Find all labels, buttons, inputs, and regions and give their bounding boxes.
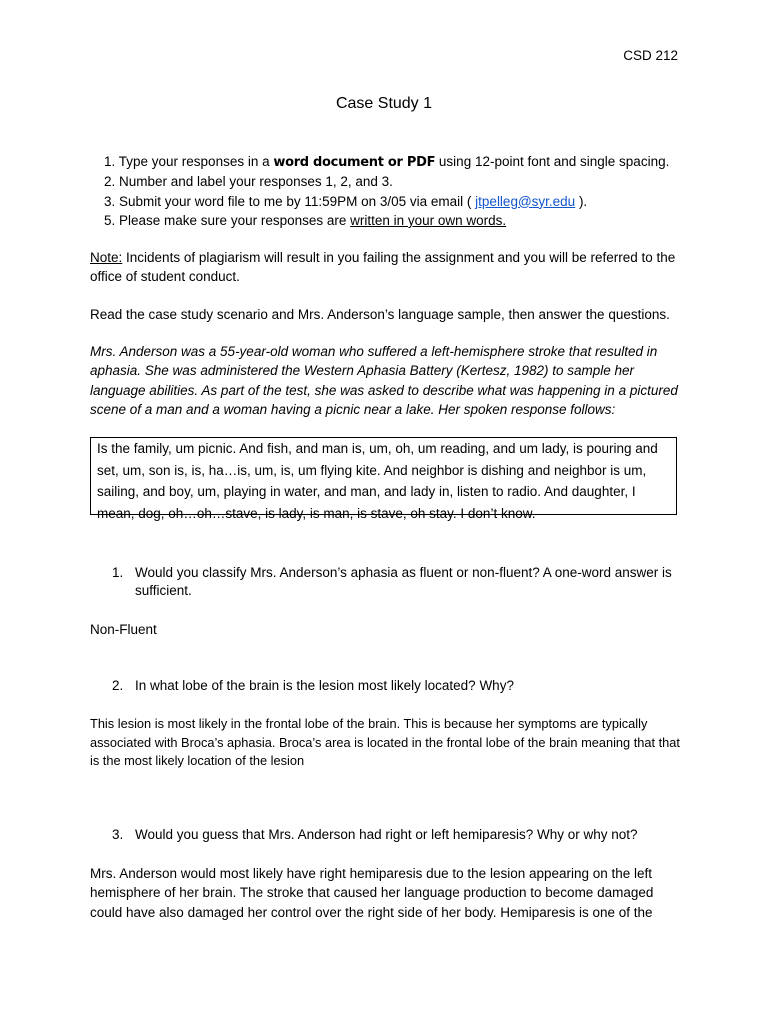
question-3 (112, 826, 682, 844)
instruction-item (104, 172, 704, 191)
instruction-text: ). (575, 193, 588, 209)
instruction-item (104, 152, 704, 172)
question-text: Would you classify Mrs. Anderson’s aphasia as fluent or non-fluent? A one-word answer is sufficient. (135, 565, 672, 598)
question-number: 2. (112, 678, 124, 693)
note-text: Incidents of plagiarism will result in you failing the assignment and you will be referred to the office of student conduct. (90, 250, 676, 285)
question-2 (112, 677, 682, 695)
instruction-item (104, 211, 704, 230)
instruction-bold-text: word document or PDF (273, 155, 436, 170)
instruction-text: 3. Submit your word file to me by 11:59PM on 3/05 via email ( (104, 193, 476, 209)
question-1 (112, 564, 682, 600)
question-text: Would you guess that Mrs. Anderson had right or left hemiparesis? Why or why not? (135, 827, 638, 842)
case-scenario: Mrs. Anderson was a 55-year-old woman who suffered a left-hemisphere stroke that resulted in aphasia. She was administered the Western Aphasia Battery (Kertesz, 1982) to sample her language abilities. As part of the test, she was asked to describe what was happening in a pictured scene of a man and a woman having a picnic near a lake. Her spoken response follows: (90, 344, 678, 417)
answer-1: Non-Fluent (90, 622, 157, 637)
answer-2: This lesion is most likely in the frontal lobe of the brain. This is because her symptoms are typically associated with Broca’s aphasia. Broca’s area is located in the frontal lobe of the brain meaning that that is the most likely location of the lesion (90, 716, 680, 768)
page-title: Case Study 1 (335, 95, 433, 112)
question-number: 3. (112, 827, 124, 842)
instruction-underlined-text: written in your own words. (350, 212, 507, 228)
instruction-text: using 12-point font and single spacing. (435, 154, 670, 169)
course-code: CSD 212 (623, 48, 678, 63)
question-number: 1. (112, 565, 124, 580)
plagiarism-note (90, 248, 680, 287)
instruction-text: 1. Type your responses in a (104, 154, 274, 169)
note-label: Note: (90, 250, 123, 265)
email-link[interactable]: jtpelleg@syr.edu (475, 193, 576, 209)
instruction-text: 5. Please make sure your responses are (104, 212, 351, 228)
read-instruction: Read the case study scenario and Mrs. Anderson’s language sample, then answer the questions. (90, 307, 670, 322)
language-sample-box: Is the family, um picnic. And fish, and man is, um, oh, um reading, and um lady, is pouring and set, um, son is, is, ha…is, um, is, um flying kite. And neighbor is dishing and neighbor is um, sailing, and boy, um, playing in water, and man, and lady in, listen to radio. And daughter, I mean, dog, oh…oh…stave, is lady, is man, is stave, oh stay. I don’t know. (90, 437, 677, 515)
instructions-list (104, 152, 704, 230)
instruction-item (104, 192, 704, 211)
answer-3: Mrs. Anderson would most likely have right hemiparesis due to the lesion appearing on the left hemisphere of her brain. The stroke that caused her language production to become damaged could have also damaged her control over the right side of her body. Hemiparesis is one of the (90, 866, 654, 920)
instruction-text: 2. Number and label your responses 1, 2, and 3. (104, 174, 393, 190)
question-text: In what lobe of the brain is the lesion most likely located? Why? (135, 678, 514, 693)
